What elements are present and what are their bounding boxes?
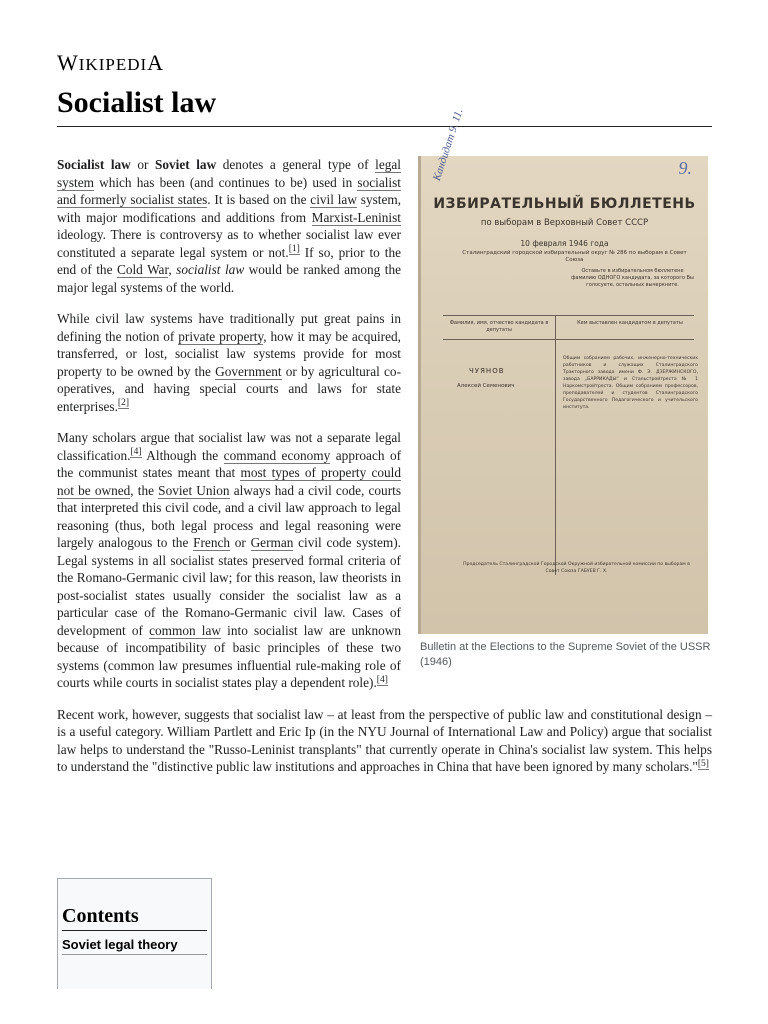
text: , the [130, 482, 159, 498]
citation-5[interactable]: [5] [697, 758, 709, 769]
link-soviet-union[interactable]: Soviet Union [158, 482, 230, 498]
text: or [130, 157, 155, 172]
text: Although the [141, 447, 224, 463]
ballot-line-header [443, 339, 694, 340]
ballot-candidate-surname: ЧУЯНОВ [469, 367, 505, 375]
link-common-law[interactable]: common law [149, 622, 221, 638]
link-command-economy[interactable]: command economy [223, 447, 331, 463]
title-divider [57, 126, 712, 127]
link-french[interactable]: French [193, 535, 231, 550]
link-civil-law[interactable]: civil law [310, 192, 357, 207]
text: If so, prior to the end of the [57, 244, 401, 277]
ballot-candidate-name: Алексей Семенович [457, 383, 515, 389]
ballot-instructions: Оставьте в избирательном бюллетене фамилию ОДНОГО кандидата, за которого Вы голосуете, остальных вычеркните. [571, 268, 694, 288]
bold-term: Soviet law [154, 157, 217, 172]
ballot-col-nominator: Кем выставлен кандидатом в депутаты [577, 320, 683, 326]
ballot-footer: Председатель Сталинградской Городской Окружной избирательной комиссии по выборам в Совет Союза ГАБУЕВ Г. Х. [463, 562, 690, 574]
text: system, with major modifications and additions from [57, 192, 402, 225]
link-cold-war[interactable]: Cold War [116, 262, 169, 277]
link-socialist-states[interactable]: socialist and formerly socialist states [57, 174, 401, 207]
text: Recent work, however, suggests that socialist law – at least from the perspective of public law and constitutional design – is a useful category. William Partlett and Eric Ip (in the NYU Journal of International Law and Policy) argue that socialist law helps to understand the "Russo-Leninist transplants" that currently operate in China's socialist law system. This helps to understand the "distinctive public law institutions and approaches in China that have been ignored by many scholars." [57, 706, 712, 774]
text: which has been (and continues to be) used in [93, 174, 358, 190]
ballot-line-top [443, 315, 694, 316]
text: . It is based on the [207, 192, 311, 207]
citation-1[interactable]: [1] [288, 244, 300, 255]
text: or [230, 535, 251, 550]
text: into socialist law are unknown because of incompatibility of basic principles of these two systems (common law presumes influential rule-making role of courts while courts in socialist states play a dependent role). [57, 622, 402, 690]
toc-title: Contents [62, 904, 207, 931]
ballot-image[interactable] [418, 107, 708, 634]
ballot-column-divider [555, 315, 556, 575]
infobox-figure [415, 107, 712, 670]
figure-caption: Bulletin at the Elections to the Supreme Soviet of the USSR (1946) [420, 641, 711, 668]
text: ideology. There is controversy as to whether socialist law ever constituted a separate legal system or not. [57, 227, 401, 260]
wordmark-iki: IKIPEDI [78, 55, 148, 74]
text: always had a civil code, courts that interpreted this civil code, and a civil law approach to legal reasoning (thus, both legal process and legal reasoning were largely analogous to the [57, 482, 402, 550]
ballot-title: ИЗБИРАТЕЛЬНЫЙ БЮЛЛЕТЕНЬ [433, 196, 696, 212]
italic-term: socialist law [176, 262, 245, 277]
ballot-nominator-text: Общим собранием рабочих, инженерно-технических работников и служащих Сталинградского Тракторного завода имени Ф. Э. ДЗЕРЖИНСКОГО, завода „БАРРИКАДЫ“ и Стальстройтреста № 1 Наркомстройтреста. Общим собранием профессоров, преподавателей и студентов Сталинградского Государственного Педагогического и учительского института. [563, 356, 698, 410]
text: would be ranked among the major legal systems of the world. [57, 262, 402, 295]
text: Many scholars argue that socialist law was not a separate legal classification. [57, 430, 401, 463]
citation-2[interactable]: [2] [117, 398, 129, 409]
link-private-property[interactable]: private property [178, 328, 264, 344]
link-government[interactable]: Government [215, 363, 282, 379]
text: , how it may be acquired, transferred, or lost, socialist law systems provide for most property to be owned by the [57, 328, 401, 379]
text: approach of the communist states meant that [57, 447, 402, 480]
wordmark-w: W [57, 50, 79, 75]
text: or by agricultural co-operatives, and having special courts and laws for state enterprises. [57, 363, 401, 414]
link-legal-system[interactable]: legal system [57, 157, 401, 190]
link-property-not-owned[interactable]: most types of property could not be owned [57, 465, 402, 498]
wikipedia-wordmark[interactable] [57, 50, 164, 76]
link-marxist-leninist[interactable]: Marxist-Leninist [311, 209, 401, 225]
ballot-col-candidate: Фамилия, имя, отчество кандидата в депутаты [449, 320, 549, 333]
text: While civil law systems have traditionally put great pains in defining the notion of [57, 311, 401, 344]
ballot-handwriting: Кандидат 9. 11. [430, 107, 466, 183]
bold-term: Socialist law [57, 157, 131, 172]
paragraph-4 [57, 706, 712, 776]
text: denotes a general type of [216, 157, 376, 172]
citation-4[interactable]: [4] [376, 674, 388, 685]
table-of-contents [57, 878, 212, 989]
ballot-number: 9. [678, 158, 692, 178]
citation-3[interactable]: [4] [130, 447, 142, 458]
text: civil code system). Legal systems in all socialist states preserved formal criteria of the Romano-Germanic civil law; for this reason, law theorists in post-socialist states usually consider the socialist law as a particular case of the Romano-Germanic civil law. Cases of development of [57, 535, 401, 638]
ballot-date: 10 февраля 1946 года [520, 239, 609, 248]
page-title: Socialist law [57, 86, 217, 119]
article-body [57, 107, 712, 790]
ballot-subtitle: по выборам в Верховный Совет СССР [480, 218, 649, 228]
wordmark-a: A [147, 50, 165, 75]
ballot-okrug: Сталинградский городской избирательный округ № 286 по выборам в Совет Союза [462, 250, 687, 263]
text: , [168, 262, 177, 277]
toc-item-soviet-legal-theory[interactable]: Soviet legal theory [62, 937, 207, 955]
link-german[interactable]: German [250, 535, 294, 550]
